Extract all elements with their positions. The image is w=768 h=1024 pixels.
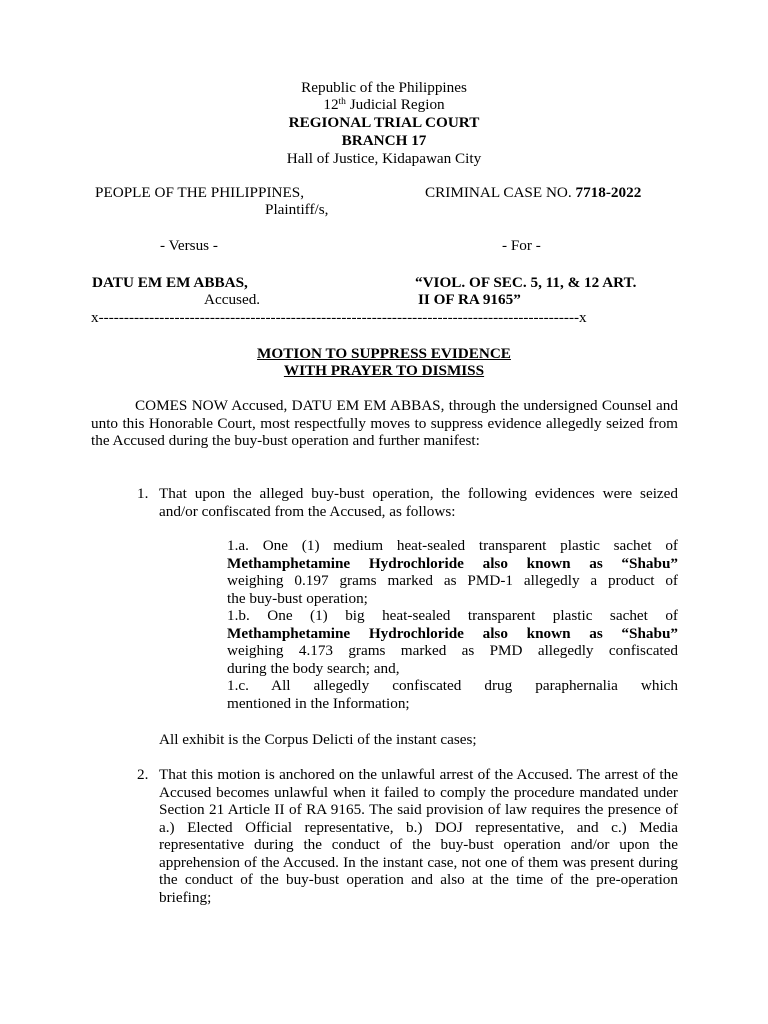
sub-item-1c-line: 1.c. All allegedly confiscated drug paraphernalia which xyxy=(227,677,678,694)
charge-line-1: “VIOL. OF SEC. 5, 11, & 12 ART. xyxy=(415,274,637,291)
item-2-number: 2. xyxy=(137,766,149,783)
motion-title-line-2: WITH PRAYER TO DISMISS xyxy=(283,362,485,379)
sub-item-1a-drug: Methamphetamine Hydrochloride also known as “Shabu” xyxy=(227,554,678,572)
sub-item-1b-line: during the body search; and, xyxy=(227,659,400,677)
intro-paragraph: COMES NOW Accused, DATU EM EM ABBAS, through the undersigned Counsel and unto this Honorable Court, most respectfully moves to suppress evidence allegedly seized from the Accused during the buy-bust operation and further manifest: xyxy=(91,397,678,449)
sub-item-1a-line: weighing 0.197 grams marked as PMD-1 allegedly a product of xyxy=(227,572,678,589)
sub-item-1c-line: mentioned in the Information; xyxy=(227,694,410,712)
sub-item-1c xyxy=(227,677,678,712)
header-location: Hall of Justice, Kidapawan City xyxy=(286,150,482,167)
header-republic: Republic of the Philippines xyxy=(301,79,467,96)
accused-name: DATU EM EM ABBAS, xyxy=(92,274,248,291)
item-1-number: 1. xyxy=(137,485,149,502)
header-region: 12th Judicial Region xyxy=(323,96,445,113)
sub-item-1b-drug: Methamphetamine Hydrochloride also known as “Shabu” xyxy=(227,624,678,642)
sub-item-1a xyxy=(227,537,678,607)
header-branch: BRANCH 17 xyxy=(341,132,427,149)
caption-separator: x-----------------------------------------------------------------------------------------------x xyxy=(91,309,587,326)
accused-role: Accused. xyxy=(204,291,261,308)
header-court: REGIONAL TRIAL COURT xyxy=(288,114,480,131)
plaintiff-role: Plaintiff/s, xyxy=(265,201,329,218)
for-label: - For - xyxy=(502,237,541,254)
corpus-delicti-note: All exhibit is the Corpus Delicti of the instant cases; xyxy=(159,731,477,748)
versus-label: - Versus - xyxy=(160,237,218,254)
sub-item-1a-line: the buy-bust operation; xyxy=(227,589,368,607)
charge-line-2: II OF RA 9165” xyxy=(418,291,521,308)
sub-item-1b xyxy=(227,607,678,677)
sub-item-1b-line: 1.b. One (1) big heat-sealed transparent plastic sachet of xyxy=(227,607,678,624)
case-number: CRIMINAL CASE NO. 7718-2022 xyxy=(425,184,642,201)
item-1-text: That upon the alleged buy-bust operation, the following evidences were seized and/or confiscated from the Accused, as follows: xyxy=(159,485,678,520)
motion-title-line-1: MOTION TO SUPPRESS EVIDENCE xyxy=(257,345,511,362)
sub-item-1a-line: 1.a. One (1) medium heat-sealed transparent plastic sachet of xyxy=(227,537,678,554)
sub-item-1b-line: weighing 4.173 grams marked as PMD allegedly confiscated xyxy=(227,642,678,659)
item-2-text: That this motion is anchored on the unlawful arrest of the Accused. The arrest of the Accused becomes unlawful when it failed to comply the procedure mandated under Section 21 Article II of RA 9165. The said provision of law requires the presence of a.) Elected Official representative, b.) DOJ representative, and c.) Media representative during the conduct of the buy-bust operation and/or upon the apprehension of the Accused. In the instant case, not one of them was present during the conduct of the buy-bust operation and also at the time of the pre-operation briefing; xyxy=(159,766,678,906)
plaintiff-name: PEOPLE OF THE PHILIPPINES, xyxy=(95,184,304,201)
